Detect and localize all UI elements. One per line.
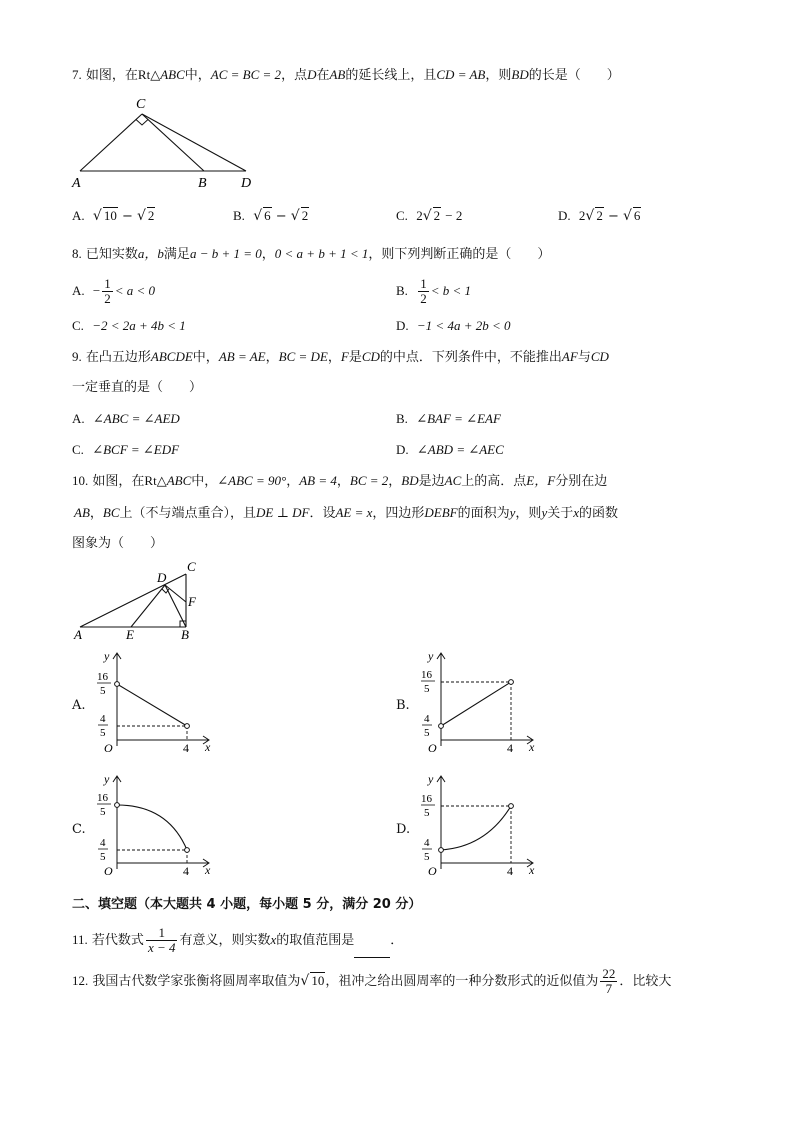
graph-curve bbox=[117, 684, 187, 726]
q10-option-d-label[interactable]: D. bbox=[396, 822, 411, 837]
option-label: A. bbox=[72, 208, 85, 223]
sqrt-icon: √ bbox=[585, 208, 595, 224]
graph-curve bbox=[117, 805, 187, 850]
open-point bbox=[439, 724, 444, 729]
sqrt-icon: √ bbox=[290, 208, 300, 224]
option-text: ∠BAF = ∠EAF bbox=[416, 411, 501, 426]
q7-d: D bbox=[307, 67, 317, 82]
option-label: C. bbox=[72, 318, 84, 333]
q12-number: 12. bbox=[72, 973, 89, 988]
option-text: ∠ABC = ∠AED bbox=[92, 411, 180, 426]
sqrt-icon: √ bbox=[623, 208, 632, 224]
q10-graph-a[interactable] bbox=[90, 648, 220, 758]
open-point bbox=[185, 724, 190, 729]
origin-label: O bbox=[104, 741, 113, 755]
q8-text: 已知实数 bbox=[85, 247, 138, 262]
q10-graph-c[interactable] bbox=[90, 771, 220, 881]
q10-c1: ∠ABC = 90° bbox=[217, 473, 287, 488]
q10-stem bbox=[72, 472, 607, 491]
q7-ab: AB bbox=[329, 67, 346, 82]
x-tick: 4 bbox=[183, 864, 189, 878]
tick-numerator: 16 bbox=[421, 793, 432, 805]
minus-sign: − bbox=[92, 283, 101, 298]
q10-line-df bbox=[165, 585, 186, 602]
q7-abc: ABC bbox=[160, 67, 185, 82]
q10-c4: DE ⊥ DF bbox=[256, 505, 310, 520]
right-angle-mark bbox=[162, 589, 169, 593]
radicand: 6 bbox=[264, 208, 271, 223]
q11-text: 若代数式 bbox=[91, 933, 144, 948]
q10-rt: Rt bbox=[144, 473, 157, 488]
q10-y: y bbox=[509, 505, 516, 520]
q10-text: 上（不与端点重合），且 bbox=[119, 506, 257, 521]
denominator: 2 bbox=[104, 291, 111, 306]
answer-blank[interactable] bbox=[354, 943, 390, 958]
sqrt-icon: √ bbox=[300, 973, 310, 989]
q9-option-b[interactable] bbox=[396, 410, 501, 429]
q7-text: ，则 bbox=[485, 68, 512, 83]
radicand: 10 bbox=[103, 208, 117, 223]
open-point bbox=[185, 848, 190, 853]
radicand: 2 bbox=[147, 208, 155, 223]
tick-numerator: 16 bbox=[97, 792, 108, 804]
q7-label-c: C bbox=[136, 97, 146, 112]
x-label: x bbox=[529, 740, 535, 754]
q8-sep: ， bbox=[261, 247, 275, 262]
q7-stem bbox=[72, 66, 620, 85]
q9-poly: ABCDE bbox=[150, 349, 193, 364]
open-point bbox=[115, 682, 120, 687]
q10-label-e: E bbox=[126, 627, 134, 642]
graph-curve bbox=[441, 682, 511, 726]
option-label: C. bbox=[396, 208, 408, 223]
q8-text: 满足 bbox=[163, 247, 190, 262]
q7-option-a[interactable]: A. √ 10 − √ 2 bbox=[72, 208, 155, 224]
q12-stem bbox=[72, 964, 671, 999]
q8-stem bbox=[72, 245, 550, 264]
q9-sep: ， bbox=[265, 350, 279, 365]
sqrt-icon: √ bbox=[253, 208, 263, 224]
tick-denominator: 5 bbox=[424, 727, 430, 739]
y-label: y bbox=[104, 649, 110, 663]
radicand: 2 bbox=[301, 208, 309, 223]
q10-text: ，四边形 bbox=[372, 506, 425, 521]
y-label: y bbox=[428, 772, 434, 786]
y-label: y bbox=[104, 772, 110, 786]
q10-y: y bbox=[541, 505, 548, 520]
option-text: ∠ABD = ∠AEC bbox=[416, 442, 504, 457]
option-label: B. bbox=[396, 283, 408, 298]
q9-text: 在凸五边形 bbox=[85, 350, 151, 365]
q9-cd2: CD bbox=[590, 349, 609, 364]
numerator: 1 bbox=[146, 926, 178, 941]
q7-rt: Rt bbox=[137, 67, 151, 82]
option-rest: < a < 0 bbox=[114, 283, 156, 298]
sqrt-icon: √ bbox=[137, 208, 146, 224]
open-point bbox=[439, 848, 444, 853]
q10-text: 上的高．点 bbox=[461, 474, 527, 489]
q10-text: 是边 bbox=[418, 474, 445, 489]
q10-stem-line2 bbox=[74, 504, 618, 523]
section-title: 二、填空题（本大题共 4 小题，每小题 5 分，满分 20 分） bbox=[72, 897, 422, 912]
q7-label-b: B bbox=[198, 176, 207, 190]
option-label: C. bbox=[72, 442, 84, 457]
q10-graph-d[interactable] bbox=[414, 771, 544, 881]
denominator: 2 bbox=[420, 291, 427, 306]
q9-cd: CD bbox=[361, 349, 380, 364]
numerator: 1 bbox=[104, 276, 111, 291]
origin-label: O bbox=[104, 864, 113, 878]
q10-option-a-label[interactable]: A. bbox=[72, 698, 86, 713]
q11-text: 有意义，则实数 bbox=[179, 933, 271, 948]
tick-numerator: 16 bbox=[421, 669, 432, 681]
q10-debf: DEBF bbox=[424, 505, 458, 520]
option-tail: − 2 bbox=[445, 208, 463, 223]
q12-text: ，祖冲之给出圆周率的一种分数形式的近似值为 bbox=[325, 974, 599, 989]
q9-text: 与 bbox=[577, 350, 591, 365]
q7-text: 的延长线上，且 bbox=[345, 68, 437, 83]
tick-numerator: 4 bbox=[424, 837, 430, 849]
tick-denominator: 5 bbox=[100, 685, 106, 697]
open-point bbox=[115, 803, 120, 808]
q9-option-d[interactable] bbox=[396, 441, 504, 460]
q8-option-b[interactable] bbox=[396, 276, 471, 307]
q10-figure bbox=[70, 558, 210, 642]
q10-sep: ， bbox=[336, 474, 350, 489]
radicand: 2 bbox=[596, 208, 603, 223]
q9-text: ， bbox=[327, 350, 341, 365]
fraction bbox=[418, 277, 429, 306]
q11-text: 的取值范围是 bbox=[276, 933, 355, 948]
q7-option-c[interactable] bbox=[396, 207, 462, 226]
q10-option-c-label[interactable]: C. bbox=[72, 822, 86, 837]
q10-number: 10. bbox=[72, 473, 89, 488]
q7-text: 中， bbox=[184, 68, 211, 83]
q10-text: ．设 bbox=[309, 506, 336, 521]
triangle-symbol: △ bbox=[156, 474, 167, 489]
tick-denominator: 5 bbox=[100, 727, 106, 739]
q10-label-a: A bbox=[74, 627, 82, 642]
q11-number: 11. bbox=[72, 932, 88, 947]
q8-option-a[interactable] bbox=[72, 276, 155, 307]
origin-label: O bbox=[428, 741, 437, 755]
origin-label: O bbox=[428, 864, 437, 878]
graph-curve bbox=[441, 806, 511, 850]
denominator: 7 bbox=[605, 981, 613, 996]
numerator: 22 bbox=[602, 966, 616, 981]
sqrt-icon: √ bbox=[422, 208, 432, 224]
option-label: B. bbox=[233, 208, 245, 223]
q8-eq1: a − b + 1 = 0 bbox=[189, 246, 262, 261]
x-label: x bbox=[529, 863, 535, 877]
q7-label-a: A bbox=[72, 176, 81, 190]
q9-text: 中， bbox=[192, 350, 219, 365]
q10-ab: AB bbox=[74, 505, 90, 520]
q10-label-d: D bbox=[157, 570, 167, 585]
fraction bbox=[600, 967, 617, 996]
option-text: ∠BCF = ∠EDF bbox=[92, 442, 180, 457]
q10-graph-b[interactable] bbox=[414, 648, 544, 758]
option-label: A. bbox=[72, 283, 85, 298]
q7-text: 在 bbox=[316, 68, 330, 83]
q10-label-b: B bbox=[181, 627, 189, 642]
option-label: D. bbox=[396, 442, 409, 457]
tick-numerator: 4 bbox=[424, 713, 430, 725]
q10-text: 如图，在 bbox=[92, 474, 145, 489]
radicand: 2 bbox=[433, 208, 441, 223]
q10-c2: AB = 4 bbox=[299, 473, 337, 488]
q7-text: 的长是（ ） bbox=[528, 68, 620, 83]
fraction bbox=[146, 926, 178, 955]
q7-text: ，点 bbox=[281, 68, 308, 83]
q10-text: 分别在边 bbox=[555, 474, 608, 489]
tick-denominator: 5 bbox=[424, 807, 430, 819]
option-text: −1 < 4a + 2b < 0 bbox=[416, 318, 511, 333]
tick-denominator: 5 bbox=[424, 683, 430, 695]
q8-number: 8. bbox=[72, 246, 82, 261]
q10-bc: BC bbox=[102, 505, 120, 520]
q9-option-a[interactable] bbox=[72, 410, 180, 429]
q10-label-c: C bbox=[187, 559, 196, 574]
q9-text: 是 bbox=[348, 350, 362, 365]
q7-text: 如图，在 bbox=[85, 68, 138, 83]
q7-number: 7. bbox=[72, 67, 82, 82]
radicand: 10 bbox=[311, 973, 325, 988]
q7-option-d[interactable]: D. 2√ 2 − √ 6 bbox=[558, 208, 641, 224]
open-point bbox=[509, 680, 514, 685]
q10-text: 的函数 bbox=[579, 506, 619, 521]
right-angle-mark bbox=[136, 120, 148, 126]
tick-numerator: 4 bbox=[100, 713, 106, 725]
q10-line-ac bbox=[80, 574, 186, 627]
option-label: A. bbox=[72, 411, 85, 426]
q9-text: 的中点．下列条件中，不能推出 bbox=[379, 350, 562, 365]
tick-numerator: 4 bbox=[100, 837, 106, 849]
q10-option-b-label[interactable]: B. bbox=[396, 698, 410, 713]
coefficient: 2 bbox=[416, 208, 423, 223]
fraction bbox=[102, 277, 113, 306]
x-label: x bbox=[205, 740, 211, 754]
q9-af: AF bbox=[561, 349, 578, 364]
option-label: D. bbox=[396, 318, 409, 333]
x-label: x bbox=[205, 863, 211, 877]
sqrt-icon: √ bbox=[92, 208, 102, 224]
q10-line-de bbox=[131, 585, 165, 627]
q7-line-ac bbox=[80, 114, 142, 171]
q9-f: F bbox=[340, 349, 349, 364]
option-label: B. bbox=[396, 411, 408, 426]
q9-option-c[interactable] bbox=[72, 441, 179, 460]
coefficient: 2 bbox=[578, 208, 586, 223]
q8-option-c[interactable] bbox=[72, 317, 186, 336]
q8-eq2: 0 < a + b + 1 < 1 bbox=[274, 246, 369, 261]
q7-label-d: D bbox=[241, 176, 252, 190]
radicand: 6 bbox=[633, 208, 641, 223]
numerator: 1 bbox=[420, 276, 427, 291]
q10-text: ， bbox=[89, 506, 103, 521]
triangle-symbol: △ bbox=[150, 68, 161, 83]
q10-ac: AC bbox=[444, 473, 462, 488]
q10-text: ，则 bbox=[515, 506, 542, 521]
q7-cond1: AC = BC = 2 bbox=[210, 67, 282, 82]
option-label: D. bbox=[558, 208, 571, 223]
q10-text: ， bbox=[388, 474, 402, 489]
q10-c5: AE = x bbox=[335, 505, 373, 520]
q10-bd: BD bbox=[401, 473, 419, 488]
q9-c2: BC = DE bbox=[278, 349, 328, 364]
q9-stem-line2: 一定垂直的是（ ） bbox=[72, 380, 203, 395]
option-rest: < b < 1 bbox=[430, 283, 471, 298]
tick-numerator: 16 bbox=[97, 671, 108, 683]
q10-text: 关于 bbox=[547, 506, 574, 521]
q9-number: 9. bbox=[72, 349, 82, 364]
x-tick: 4 bbox=[183, 741, 189, 755]
q8-vars: a，b bbox=[137, 246, 164, 261]
q7-cond2: CD = AB bbox=[436, 67, 486, 82]
q10-text: 的面积为 bbox=[457, 506, 510, 521]
q11-text: ． bbox=[390, 933, 404, 948]
q11-x: x bbox=[270, 932, 277, 947]
tick-denominator: 5 bbox=[424, 851, 430, 863]
option-text: −2 < 2a + 4b < 1 bbox=[92, 318, 186, 333]
tick-denominator: 5 bbox=[100, 806, 106, 818]
q11-stem bbox=[72, 923, 403, 958]
x-tick: 4 bbox=[507, 864, 513, 878]
q10-abc: ABC bbox=[166, 473, 192, 488]
q10-sep: ， bbox=[286, 474, 300, 489]
q8-text: ，则下列判断正确的是（ ） bbox=[368, 247, 551, 262]
denominator: x − 4 bbox=[147, 940, 176, 955]
q7-figure bbox=[68, 94, 268, 190]
q7-bd: BD bbox=[511, 67, 529, 82]
open-point bbox=[509, 804, 514, 809]
q8-option-d[interactable] bbox=[396, 317, 511, 336]
q12-text: 我国古代数学家张衡将圆周率取值为 bbox=[92, 974, 301, 989]
q10-ef: E，F bbox=[526, 473, 556, 488]
y-label: y bbox=[428, 649, 434, 663]
q10-text: 中， bbox=[191, 474, 218, 489]
q12-text: ．比较大 bbox=[619, 974, 672, 989]
q9-c1: AB = AE bbox=[218, 349, 266, 364]
q10-label-f: F bbox=[188, 594, 196, 609]
q10-c3: BC = 2 bbox=[349, 473, 389, 488]
q10-stem-line3: 图象为（ ） bbox=[72, 536, 164, 551]
x-tick: 4 bbox=[507, 741, 513, 755]
q7-option-b[interactable]: B. √ 6 − √ 2 bbox=[233, 208, 309, 224]
q9-stem bbox=[72, 348, 609, 367]
q10-x: x bbox=[573, 505, 580, 520]
tick-denominator: 5 bbox=[100, 851, 106, 863]
